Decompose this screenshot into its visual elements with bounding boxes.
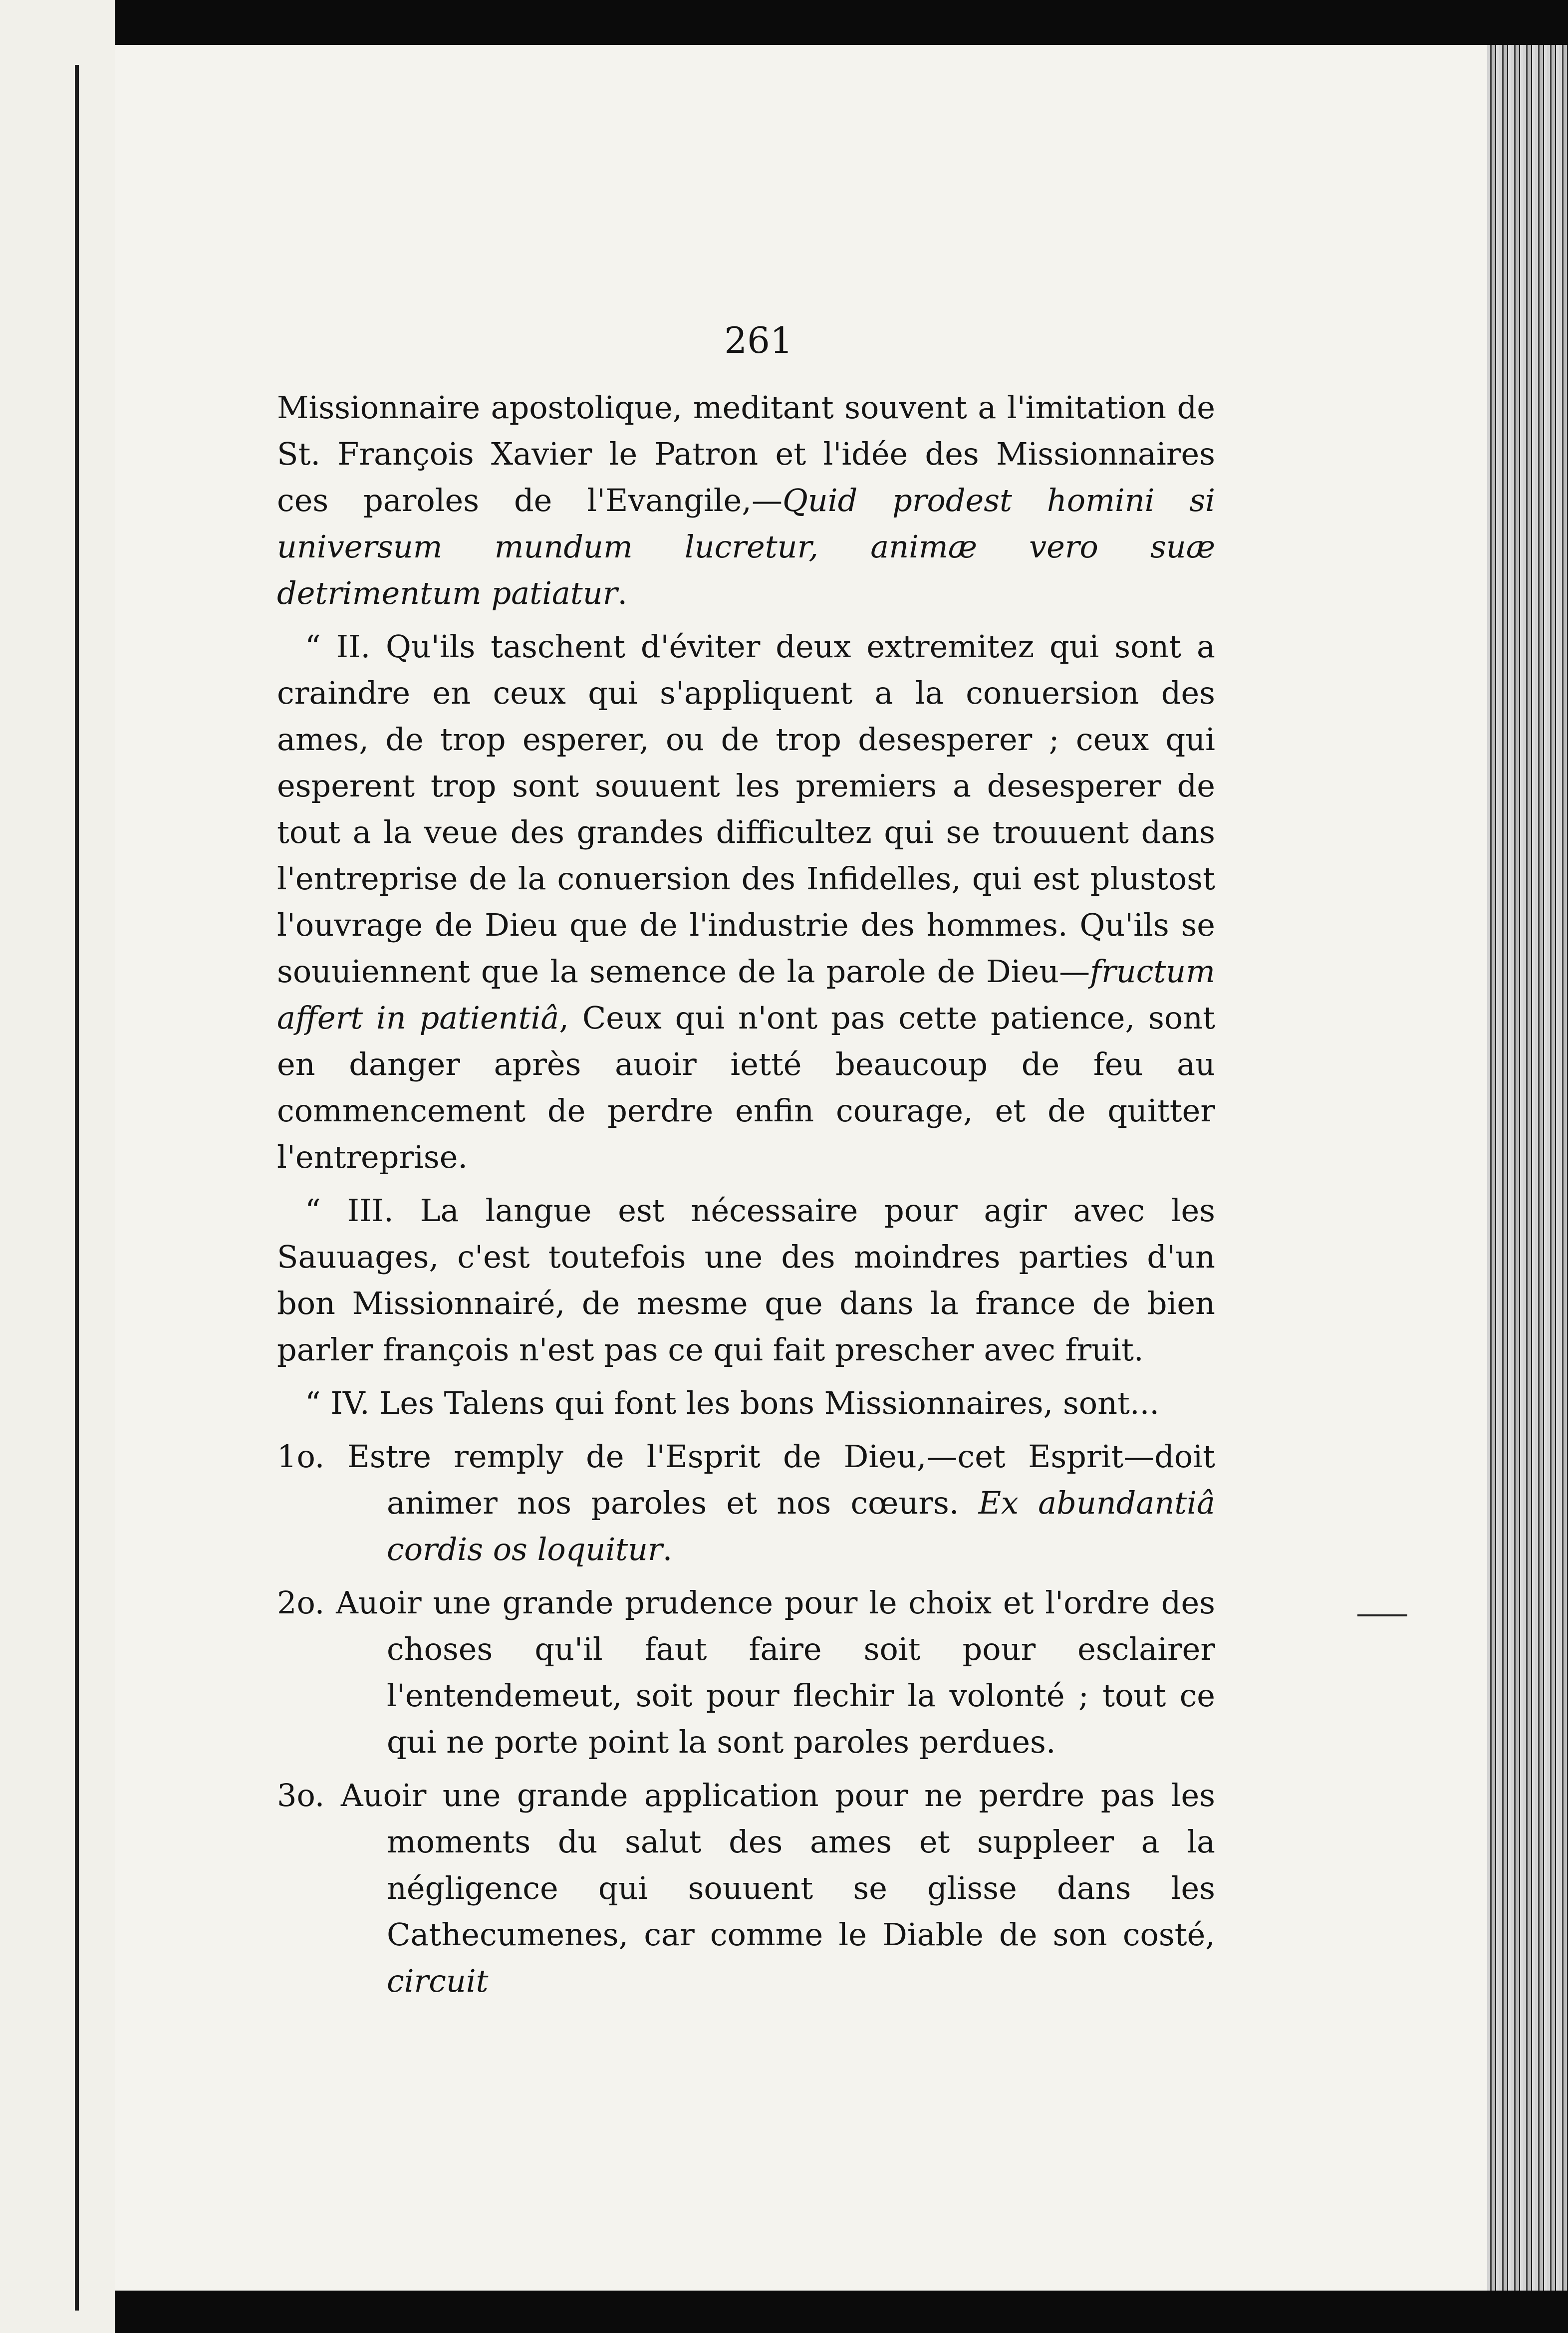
list-item-3 (277, 1772, 1215, 2004)
item-1-latin-quote: Ex abundantiâ cordis os loquitur (387, 1485, 1215, 1567)
item-1-number: 1o. (277, 1438, 325, 1475)
section-3-text: “ III. La langue est nécessaire pour agir avec les Sauuages, c'est toutefois une des moindres parties d'un bon Missionnairé, de mesme que dans la france de bien parler françois n'est pas ce qui fait prescher avec fruit. (277, 1192, 1215, 1368)
list-item-2 (277, 1579, 1215, 1765)
intro-latin-quote: Quid prodest homini si universum mundum lucretur, animæ vero suæ detrimentum patiatur (277, 482, 1215, 611)
intro-text: Missionnaire apostolique, meditant souvent a l'imitation de St. François Xavier le Patron et l'idée des Missionnaires ces paroles de l'Evangile,— (277, 389, 1215, 518)
item-2-text: Auoir une grande prudence pour le choix et l'ordre des choses qu'il faut faire soit pour esclairer l'entendemeut, soit pour flechir la volonté ; tout ce qui ne porte point la sont paroles perdues. (336, 1584, 1215, 1760)
section-2-text-end: , Ceux qui n'ont pas cette patience, sont en danger après auoir ietté beaucoup de feu au commencement de perdre enfin courage, et de quitter l'entreprise. (277, 1000, 1215, 1175)
paragraph-section-4 (277, 1380, 1215, 1426)
item-3-number: 3o. (277, 1777, 325, 1814)
item-2-number: 2o. (277, 1584, 325, 1621)
item-3-latin-word: circuit (387, 1963, 489, 1999)
item-1-text-end: . (662, 1531, 673, 1567)
section-4-text: “ IV. Les Talens qui font les bons Missionnaires, sont... (305, 1385, 1160, 1421)
binding-shadow (75, 65, 79, 2311)
paragraph-section-2 (277, 623, 1215, 1180)
intro-text-end: . (617, 575, 628, 611)
margin-mark (1357, 1614, 1407, 1616)
body-text (277, 384, 1215, 2004)
left-page-edge (0, 0, 115, 2333)
paragraph-intro (277, 384, 1215, 616)
list-item-1 (277, 1433, 1215, 1572)
page-number: 261 (724, 319, 793, 361)
item-1-text: Estre remply de l'Esprit de Dieu,—cet Esprit—doit animer nos paroles et nos cœurs. (347, 1438, 1215, 1521)
right-page-edge (1487, 45, 1568, 2291)
item-3-text: Auoir une grande application pour ne perdre pas les moments du salut des ames et suppleer a la négligence qui souuent se glisse dans les Cathecumenes, car comme le Diable de son costé, (340, 1777, 1215, 1953)
section-2-latin-quote: fructum affert in patientiâ (277, 953, 1215, 1036)
paragraph-section-3 (277, 1187, 1215, 1373)
section-2-text: “ II. Qu'ils taschent d'éviter deux extremitez qui sont a craindre en ceux qui s'appliquent a la conuersion des ames, de trop esperer, ou de trop desesperer ; ceux qui esperent trop sont souuent les premiers a desesperer de tout a la veue des grandes difficultez qui se trouuent dans l'entreprise de la conuersion des Infidelles, qui est plustost l'ouvrage de Dieu que de l'industrie des hommes. Qu'ils se souuiennent que la semence de la parole de Dieu— (277, 628, 1215, 990)
